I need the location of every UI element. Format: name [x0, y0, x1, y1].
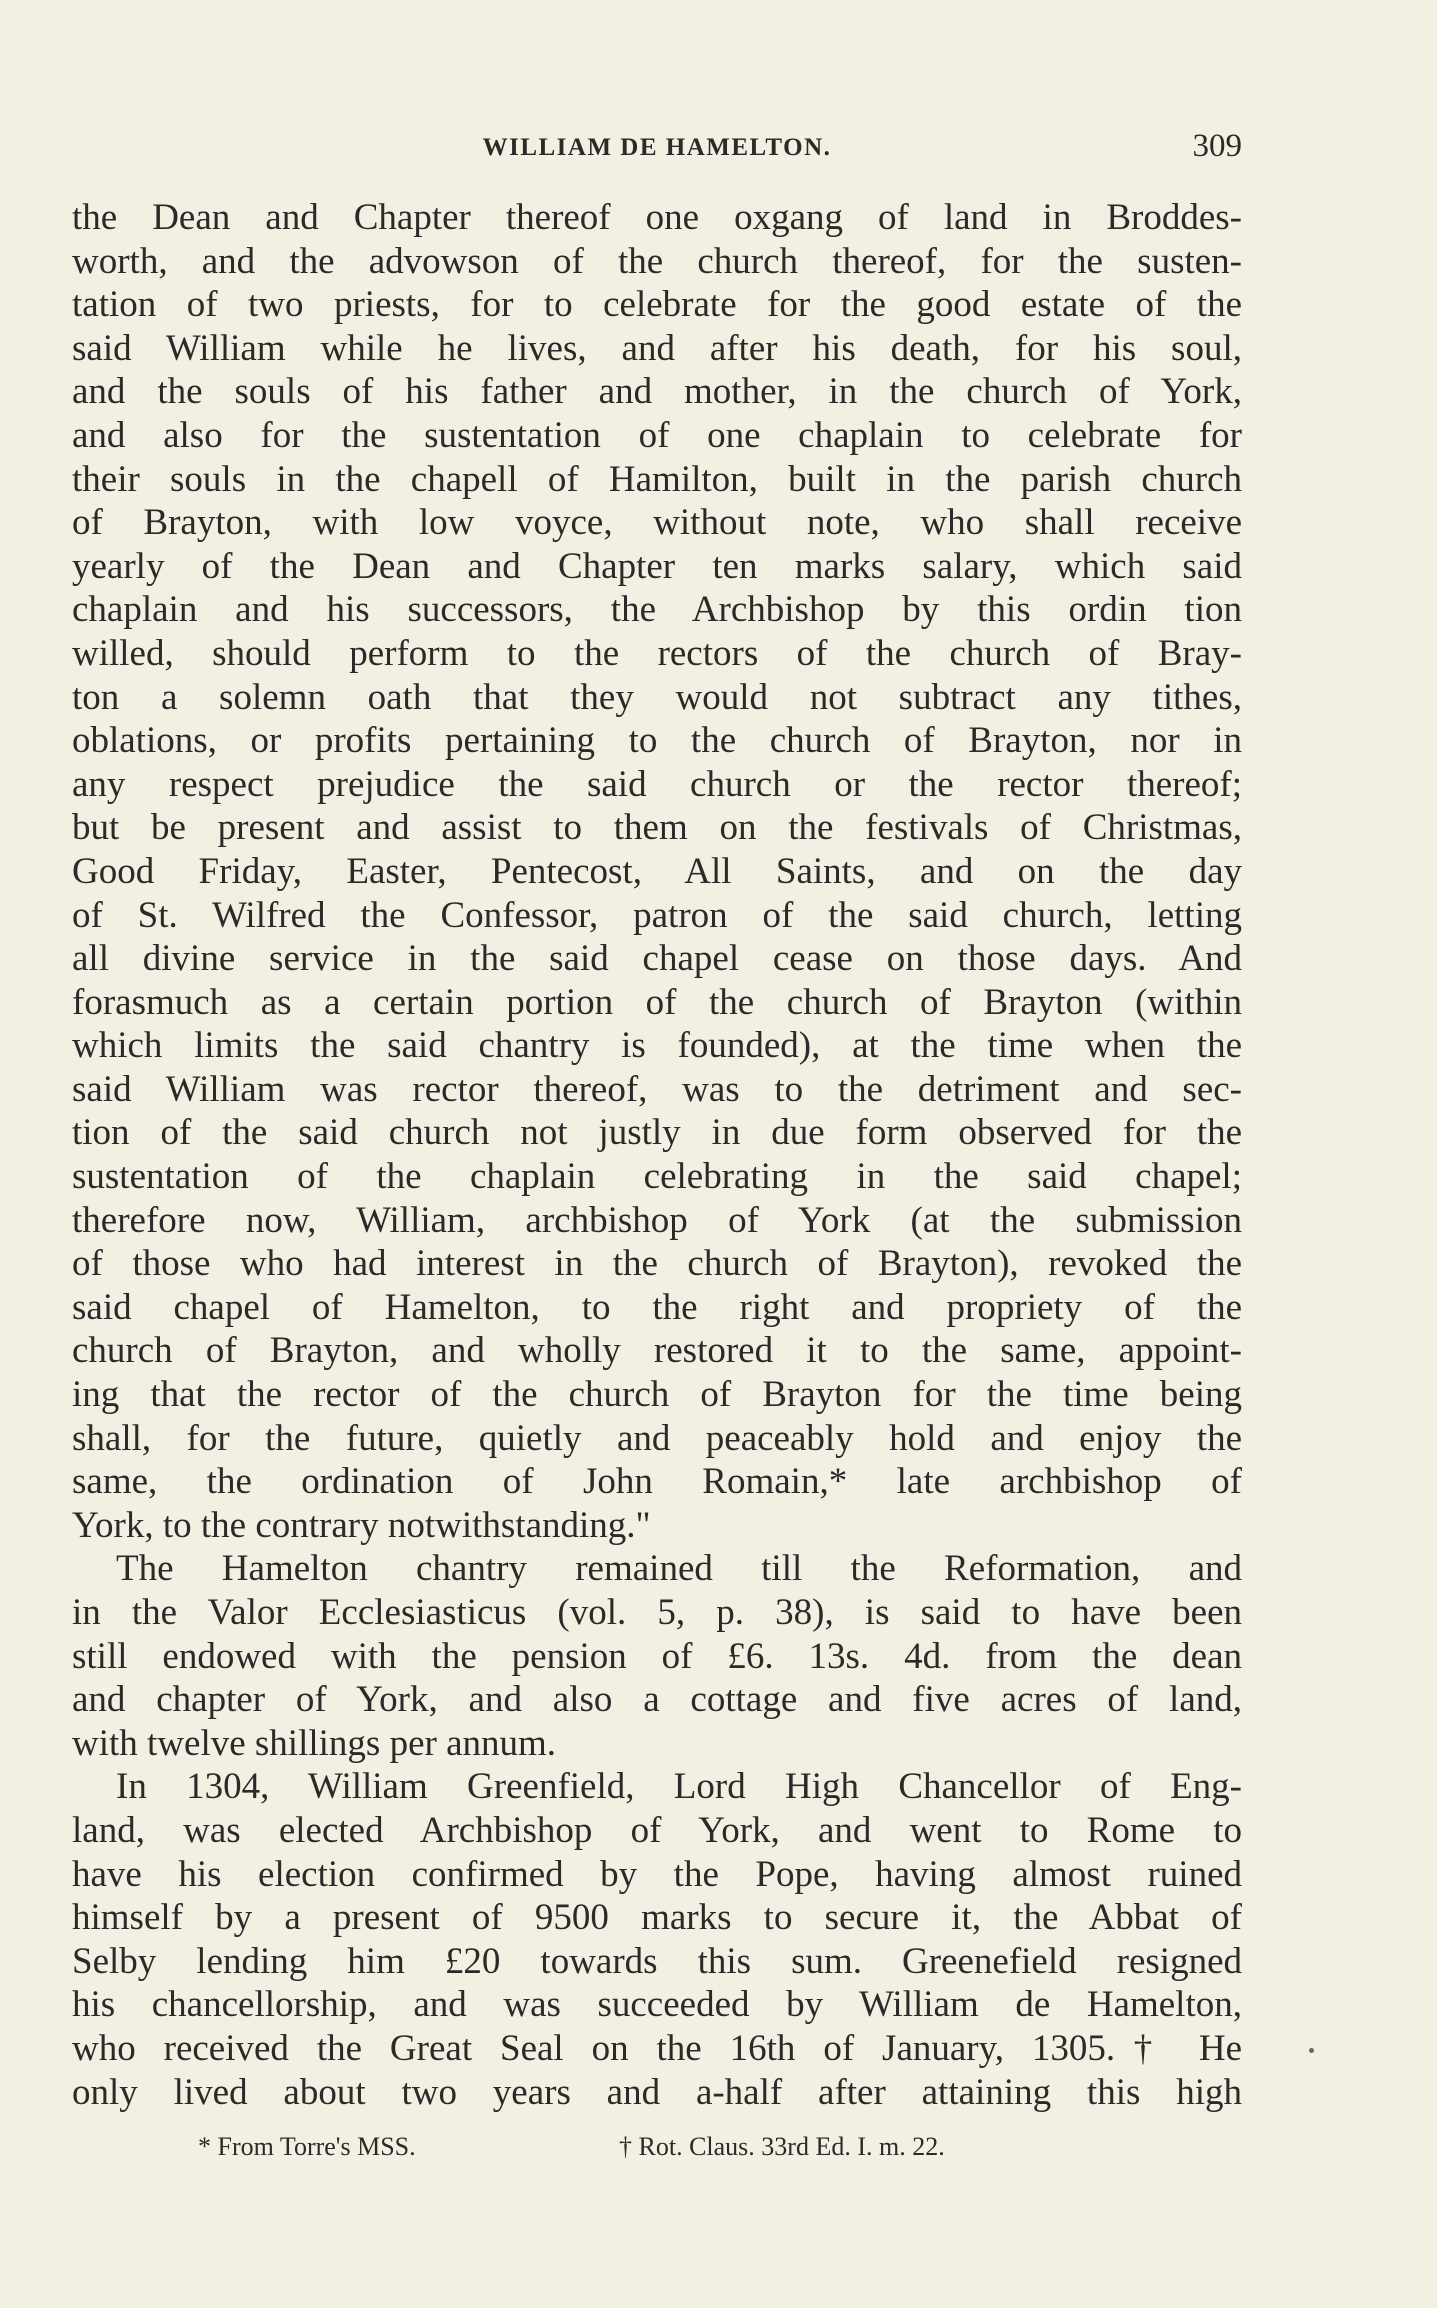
paragraph-end-line: with twelve shillings per annum.: [72, 1722, 557, 1764]
text-line: his chancellorship, and was succeeded by William de Hamelton,: [72, 1984, 1242, 2026]
text-line: ing that the rector of the church of Brayton for the time being: [72, 1374, 1242, 1416]
text-line: Good Friday, Easter, Pentecost, All Saints, and on the day: [72, 850, 1242, 892]
text-line: and also for the sustentation of one chaplain to celebrate for: [72, 414, 1242, 456]
text-line: himself by a present of 9500 marks to secure it, the Abbat of: [72, 1897, 1242, 1939]
text-line: which limits the said chantry is founded), at the time when the: [72, 1025, 1242, 1067]
text-line: tation of two priests, for to celebrate for the good estate of the: [72, 284, 1242, 326]
text-line: said William was rector thereof, was to the detriment and sec-: [72, 1068, 1242, 1110]
text-line: willed, should perform to the rectors of the church of Bray-: [72, 632, 1242, 674]
text-line: forasmuch as a certain portion of the church of Brayton (within: [72, 981, 1242, 1023]
paper-speck: [1309, 2048, 1314, 2053]
text-line: therefore now, William, archbishop of York (at the submission: [72, 1199, 1242, 1241]
text-line: shall, for the future, quietly and peaceably hold and enjoy the: [72, 1417, 1242, 1459]
text-line: and the souls of his father and mother, in the church of York,: [72, 371, 1242, 413]
text-line: tion of the said church not justly in due form observed for the: [72, 1112, 1242, 1154]
text-line: all divine service in the said chapel cease on those days. And: [72, 938, 1242, 980]
paragraph-start-line: The Hamelton chantry remained till the Reformation, and: [116, 1548, 1242, 1590]
text-line: of St. Wilfred the Confessor, patron of the said church, letting: [72, 894, 1242, 936]
page-header: [72, 128, 1242, 168]
text-line: said William while he lives, and after his death, for his soul,: [72, 327, 1242, 369]
text-line: still endowed with the pension of £6. 13s. 4d. from the dean: [72, 1635, 1242, 1677]
running-head: WILLIAM DE HAMELTON.: [482, 134, 832, 161]
text-line: of Brayton, with low voyce, without note, who shall receive: [72, 502, 1242, 544]
text-line: same, the ordination of John Romain,* late archbishop of: [72, 1461, 1242, 1503]
footnote-rot-claus: † Rot. Claus. 33rd Ed. I. m. 22.: [619, 2132, 945, 2161]
footnote-torre: * From Torre's MSS.: [198, 2132, 416, 2161]
text-line: and chapter of York, and also a cottage and five acres of land,: [72, 1679, 1242, 1721]
text-line: any respect prejudice the said church or the rector thereof;: [72, 763, 1242, 805]
text-line: worth, and the advowson of the church thereof, for the susten-: [72, 240, 1242, 282]
text-line: said chapel of Hamelton, to the right and propriety of the: [72, 1286, 1242, 1328]
text-line: who received the Great Seal on the 16th of January, 1305.† He: [72, 2027, 1242, 2069]
text-line: oblations, or profits pertaining to the church of Brayton, nor in: [72, 720, 1242, 762]
text-line: Selby lending him £20 towards this sum. Greenefield resigned: [72, 1940, 1242, 1982]
text-line: their souls in the chapell of Hamilton, built in the parish church: [72, 458, 1242, 500]
body-text: [72, 196, 1242, 2114]
text-line: sustentation of the chaplain celebrating in the said chapel;: [72, 1156, 1242, 1198]
paragraph-end-line: York, to the contrary notwithstanding.": [72, 1504, 651, 1546]
text-line: of those who had interest in the church of Brayton), revoked the: [72, 1243, 1242, 1285]
page-number: 309: [1192, 128, 1242, 164]
text-line: in the Valor Ecclesiasticus (vol. 5, p. 38), is said to have been: [72, 1592, 1242, 1633]
text-line: church of Brayton, and wholly restored it to the same, appoint-: [72, 1330, 1242, 1372]
text-line: have his election confirmed by the Pope, having almost ruined: [72, 1853, 1242, 1895]
paragraph-start-line: In 1304, William Greenfield, Lord High Chancellor of Eng-: [116, 1766, 1242, 1808]
text-line: ton a solemn oath that they would not subtract any tithes,: [72, 676, 1242, 718]
text-line: chaplain and his successors, the Archbishop by this ordin tion: [72, 589, 1242, 631]
text-line: the Dean and Chapter thereof one oxgang of land in Broddes-: [72, 197, 1242, 238]
footnotes: [72, 2132, 1242, 2168]
text-line: yearly of the Dean and Chapter ten marks salary, which said: [72, 545, 1242, 587]
text-line: land, was elected Archbishop of York, and went to Rome to: [72, 1809, 1242, 1851]
text-line: only lived about two years and a-half after attaining this high: [72, 2071, 1242, 2113]
text-line: but be present and assist to them on the festivals of Christmas,: [72, 807, 1242, 849]
